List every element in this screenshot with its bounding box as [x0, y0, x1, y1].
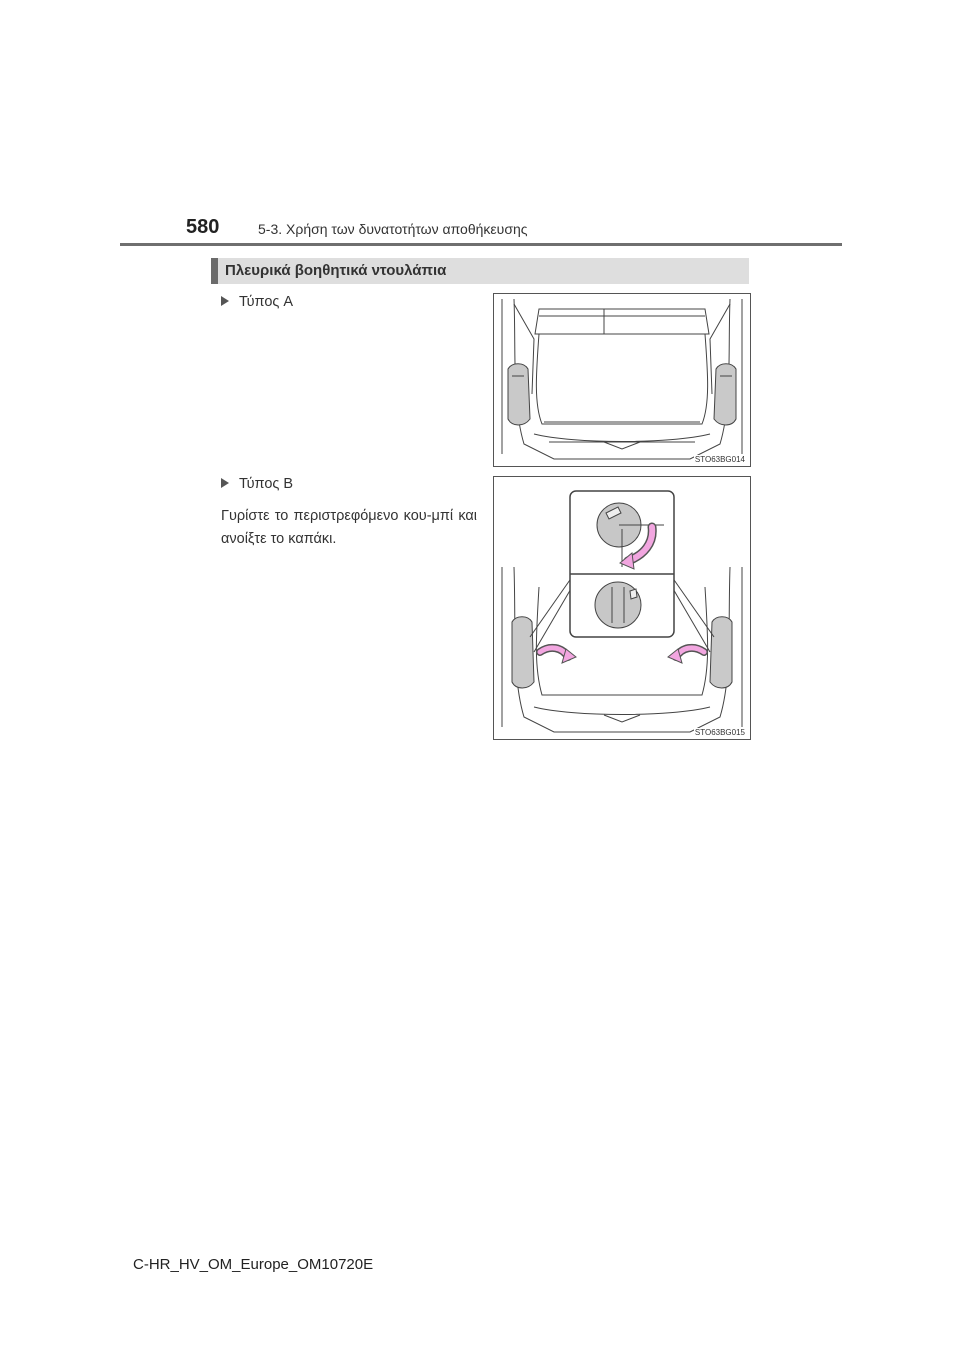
- figure-type-b: [493, 476, 751, 740]
- figure-type-a: [493, 293, 751, 467]
- page-number: 580: [186, 216, 220, 238]
- figure-code-b: STO63BG015: [694, 728, 745, 737]
- triangle-bullet-icon: [221, 296, 229, 306]
- triangle-bullet-icon: [221, 478, 229, 488]
- type-b-description: Γυρίστε το περιστρεφόμενο κου-μπί και ανοίξτε το καπάκι.: [221, 508, 477, 547]
- section-title: 5-3. Χρήση των δυνατοτήτων αποθήκευσης: [258, 221, 528, 237]
- heading-text: Πλευρικά βοηθητικά ντουλάπια: [225, 262, 447, 279]
- side-storage-knob-illustration: [494, 477, 750, 739]
- document-code: C-HR_HV_OM_Europe_OM10720E: [133, 1256, 374, 1273]
- figure-code-a: STO63BG014: [694, 455, 745, 464]
- type-b-label: Τύπος B: [239, 476, 294, 492]
- type-a-label: Τύπος A: [239, 294, 294, 310]
- heading-marker: [211, 258, 218, 284]
- bullet-type-b: [221, 476, 293, 492]
- luggage-area-illustration: [494, 294, 750, 466]
- section-heading: [211, 258, 749, 284]
- bullet-type-a: [221, 294, 293, 310]
- header-rule: [120, 243, 842, 246]
